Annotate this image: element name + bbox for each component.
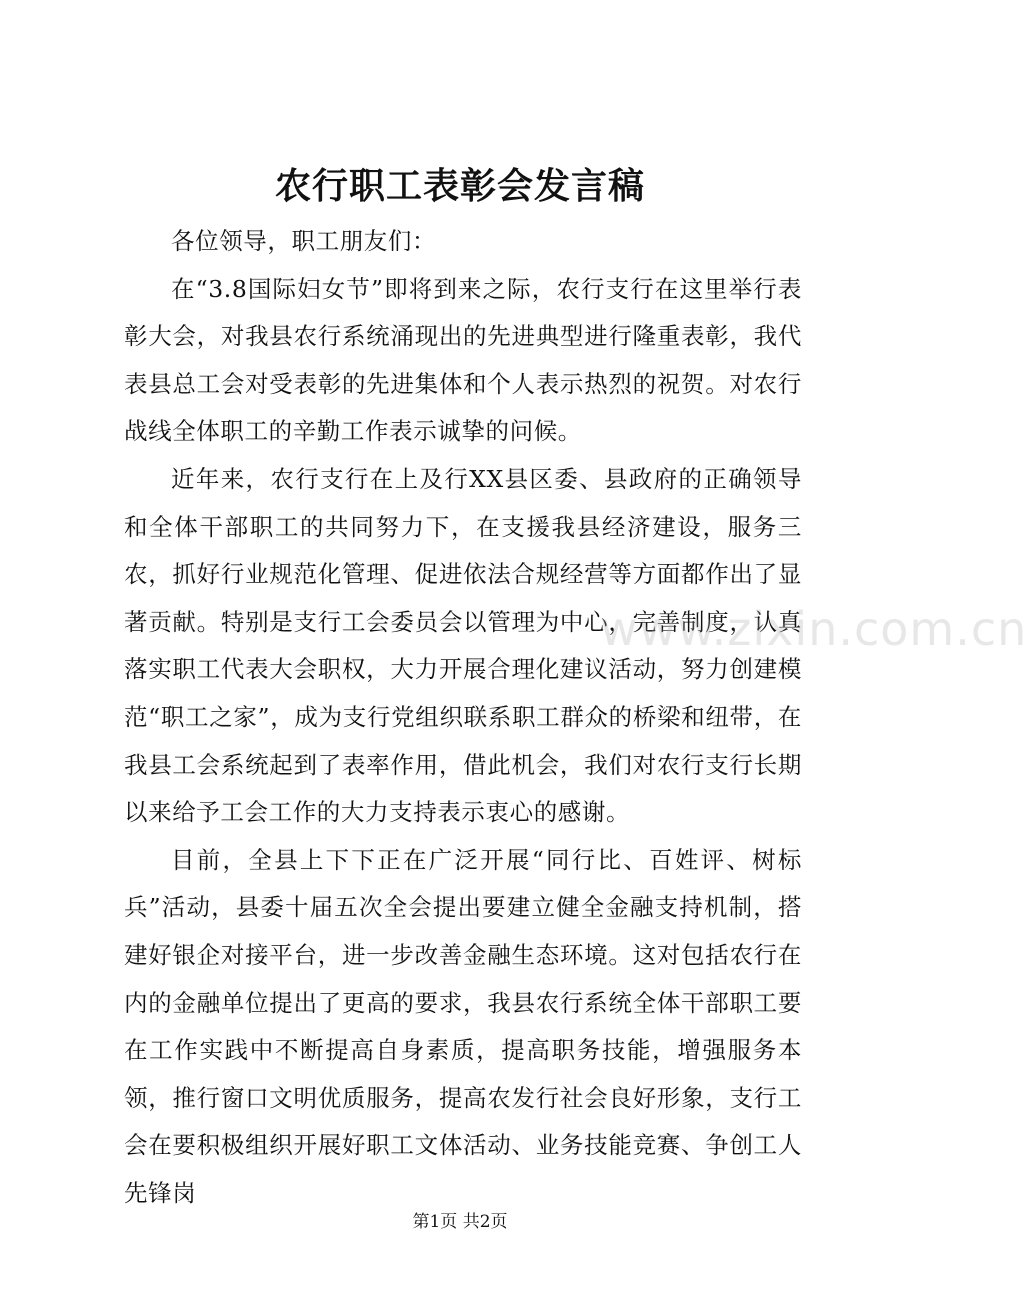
document-title: 农行职工表彰会发言稿 (274, 165, 645, 207)
greeting-paragraph: 各位领导，职工朋友们： (171, 227, 437, 255)
body-paragraph: 目前，全县上下下正在广泛开展“同行比、百姓评、树标兵”活动，县委十届五次全会提出要建立健全金融支持机制，搭建好银企对接平台，进一步改善金融生态环境。这对包括农行在内的金融单位提出了更高的要求，我县农行系统全体干部职工要在工作实践中不断提高自身素质，提高职务技能，增强服务本领，推行窗口文明优质服务，提高农发行社会良好形象，支行工会在要积极组织开展好职工文体活动、业务技能竞赛、争创工人先锋岗 (124, 845, 802, 1207)
watermark: www.zixin.com.cn (600, 602, 1027, 656)
page-footer: 第1页 共2页 (412, 1212, 508, 1232)
document-body (124, 218, 802, 1217)
body-paragraph: 近年来，农行支行在上及行XX县区委、县政府的正确领导和全体干部职工的共同努力下，在支援我县经济建设，服务三农，抓好行业规范化管理、促进依法合规经营等方面都作出了显著贡献。特别是支行工会委员会以管理为中心，完善制度，认真落实职工代表大会职权，大力开展合理化建议活动，努力创建模范“职工之家”，成为支行党组织联系职工群众的桥梁和纽带，在我县工会系统起到了表率作用，借此机会，我们对农行支行长期以来给予工会工作的大力支持表示衷心的感谢。 (124, 464, 802, 827)
body-paragraph: 在“3.8国际妇女节”即将到来之际，农行支行在这里举行表彰大会，对我县农行系统涌现出的先进典型进行隆重表彰，我代表县总工会对受表彰的先进集体和个人表示热烈的祝贺。对农行战线全体职工的辛勤工作表示诚挚的问候。 (124, 274, 802, 446)
